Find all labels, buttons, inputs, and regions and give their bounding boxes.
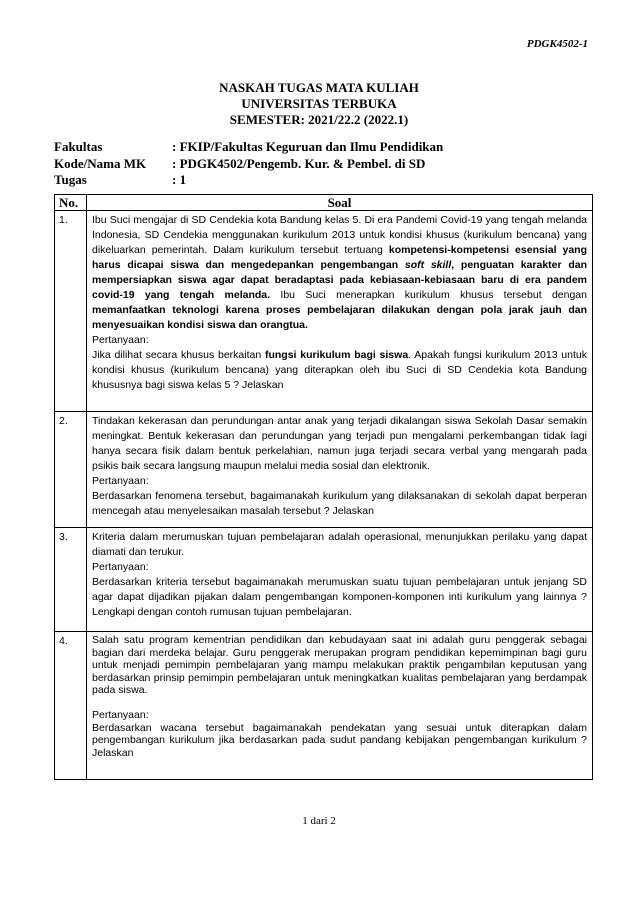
title-line-2: UNIVERSITAS TERBUKA bbox=[241, 96, 397, 111]
question-text bbox=[87, 528, 593, 632]
bold-run: kompetensi-kompetensi esensial yang harus dicapai siswa dan mengedepankan pengembangan bbox=[92, 244, 587, 271]
bold-run: , penguatan karakter dan mempersiapkan siswa agar dapat beradaptasi pada kebiasaan-kebiasaan baru di era pandem covid-19 yang tengah melanda. bbox=[92, 259, 587, 301]
question-prompt: Berdasarkan fenomena tersebut, bagaimanakah kurikulum yang dilaksanakan di sekolah dapat berperan mencegah atau menyelesaikan masalah tersebut ? Jelaskan bbox=[92, 490, 587, 517]
question-number: 3. bbox=[55, 528, 87, 632]
bold-run: fungsi kurikulum bagi siswa bbox=[264, 349, 409, 361]
table-row bbox=[55, 528, 593, 632]
header-soal: Soal bbox=[87, 195, 593, 211]
table-row bbox=[55, 211, 593, 412]
question-number: 2. bbox=[55, 412, 87, 528]
meta-label: Fakultas bbox=[54, 139, 103, 154]
question-text bbox=[87, 211, 593, 412]
table-row bbox=[55, 412, 593, 528]
question-text bbox=[87, 632, 593, 780]
question-body: Salah satu program kementrian pendidikan dan kebudayaan saat ini adalah guru penggerak sebagai bagian dari merdeka belajar. Guru penggerak merupakan program pendidikan kepemimpinan bagi guru untuk menjadi pemimpin pembelajaran yang mampu melakukan praktik pengambilan keputusan yang berdasarkan prinsip pemimpin pembelajaran untuk meningkatkan kualitas pembelajaran yang berdampak pada siswa. bbox=[92, 634, 587, 697]
meta-value: : PDGK4502/Pengemb. Kur. & Pembel. di SD bbox=[172, 155, 426, 171]
question-number: 1. bbox=[55, 211, 87, 412]
meta-value: : FKIP/Fakultas Keguruan dan Ilmu Pendidikan bbox=[172, 139, 444, 154]
question-body: Tindakan kekerasan dan perundungan antar anak yang terjadi dikalangan siswa Sekolah Dasar semakin meningkat. Bentuk kekerasan dan perundungan yang terjadi pun mengalami perkembangan tidak lagi hanya secara fisik dalam bentuk perkelahian, namun juga terjadi secara verbal yang mengarah pada psikis baik secara langsung maupun melalui media sosial dan elektronik. bbox=[92, 415, 587, 472]
text-run: . Apakah fungsi kurikulum 2013 untuk kondisi khusus (kurikulum bencana) yang diterapkan oleh ibu Suci di SD Cendekia kota Bandung khususnya bagi siswa kelas 5 ? Jelaskan bbox=[92, 349, 587, 391]
meta-label: Kode/Nama MK bbox=[54, 155, 147, 171]
question-body bbox=[92, 213, 587, 333]
text-run: Jika dilihat secara khusus berkaitan bbox=[92, 349, 265, 361]
document-title bbox=[0, 80, 638, 128]
question-body: Kriteria dalam merumuskan tujuan pembelajaran adalah operasional, menunjukkan perilaku yang dapat diamati dan terukur. bbox=[92, 531, 587, 558]
question-prompt bbox=[92, 348, 587, 393]
question-prompt: Berdasarkan kriteria tersebut bagaimanakah merumuskan suatu tujuan pembelajaran untuk jenjang SD agar dapat dijadikan pijakan dalam pengembangan komponen-komponen inti kurikulum yang lainnya ? Lengkapi dengan contoh rumusan tujuan pembelajaran. bbox=[92, 576, 587, 618]
question-label: Pertanyaan: bbox=[92, 334, 149, 346]
question-text bbox=[87, 412, 593, 528]
meta-fakultas bbox=[54, 139, 443, 156]
document-code: PDGK4502-1 bbox=[526, 38, 588, 50]
question-label: Pertanyaan: bbox=[92, 561, 149, 573]
text-run: Ibu Suci menerapkan kurikulum khusus tersebut dengan bbox=[270, 289, 587, 301]
title-line-3: SEMESTER: 2021/22.2 (2022.1) bbox=[229, 112, 409, 127]
bold-run: memanfaatkan teknologi karena proses pembelajaran dilakukan dengan pola jarak jauh dan menyesuaikan kondisi siswa dan orangtua. bbox=[92, 304, 587, 331]
table-row bbox=[55, 632, 593, 780]
bold-italic-run: soft skill bbox=[404, 259, 452, 271]
question-label: Pertanyaan: bbox=[92, 708, 149, 721]
table-header-row bbox=[55, 195, 593, 211]
meta-value: : 1 bbox=[172, 172, 187, 187]
meta-label: Tugas bbox=[54, 172, 87, 187]
course-meta bbox=[54, 139, 443, 189]
question-prompt: Berdasarkan wacana tersebut bagaimanakah pendekatan yang sesuai untuk diterapkan dalam pengembangan kurikulum jika berdasarkan pada sudut pandang kebijakan pengembangan kurikulum ? Jelaskan bbox=[92, 721, 587, 759]
page-number: 1 dari 2 bbox=[302, 815, 336, 827]
header-no: No. bbox=[55, 195, 87, 211]
title-line-1: NASKAH TUGAS MATA KULIAH bbox=[219, 80, 419, 95]
meta-kode bbox=[54, 156, 443, 173]
question-label: Pertanyaan: bbox=[92, 475, 149, 487]
text-run: Ibu Suci mengajar di SD Cendekia kota Bandung kelas 5. Di era Pandemi Covid-19 yang tengah melanda Indonesia, SD Cendekia menggunakan kurikulum 2013 untuk kondisi khusus (kurikulum bencana) yang dikeluarkan pemerintah. Dalam kurikulum tersebut tertuang bbox=[92, 214, 587, 256]
questions-table bbox=[54, 194, 593, 780]
question-number: 4. bbox=[55, 632, 87, 780]
meta-tugas bbox=[54, 172, 443, 189]
